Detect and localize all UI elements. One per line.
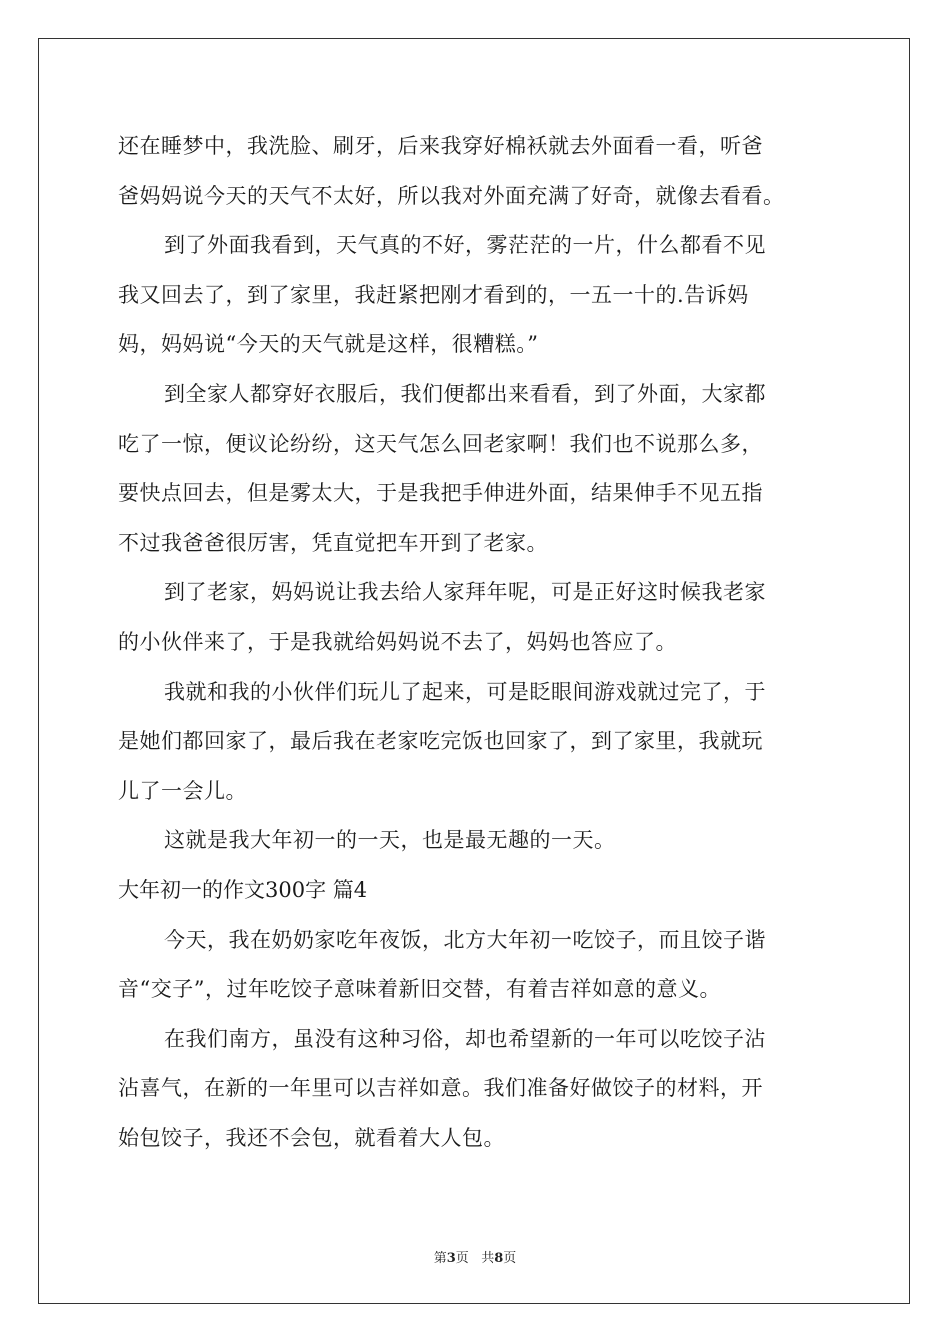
- text-line: 不过我爸爸很厉害，凭直觉把车开到了老家。: [118, 530, 548, 555]
- text-line: 是她们都回家了，最后我在老家吃完饭也回家了，到了家里，我就玩: [118, 729, 763, 754]
- text-line: 爸妈妈说今天的天气不太好，所以我对外面充满了好奇，就像去看看。: [118, 183, 785, 208]
- paragraph-start-line: 我就和我的小伙伴们玩儿了起来，可是眨眼间游戏就过完了，于: [164, 679, 766, 704]
- footer-total-pages: 8: [494, 1251, 504, 1266]
- section-heading: 大年初一的作文300字 篇4: [118, 877, 368, 902]
- text-line: 沾喜气，在新的一年里可以吉祥如意。我们准备好做饺子的材料，开: [118, 1076, 763, 1101]
- paragraph-start-line: 在我们南方，虽没有这种习俗，却也希望新的一年可以吃饺子沾: [164, 1026, 766, 1051]
- footer-total-suffix: 页: [503, 1251, 517, 1266]
- text-line: 我又回去了，到了家里，我赶紧把刚才看到的，一五一十的.告诉妈: [118, 282, 749, 307]
- text-line: 始包饺子，我还不会包，就看着大人包。: [118, 1125, 505, 1150]
- paragraph-start-line: 到全家人都穿好衣服后，我们便都出来看看，到了外面，大家都: [164, 381, 766, 406]
- text-line: 吃了一惊，便议论纷纷，这天气怎么回老家啊！我们也不说那么多，: [118, 431, 763, 456]
- paragraph-start-line: 到了外面我看到，天气真的不好，雾茫茫的一片，什么都看不见: [164, 233, 766, 258]
- paragraph-start-line: 到了老家，妈妈说让我去给人家拜年呢，可是正好这时候我老家: [164, 580, 766, 605]
- text-line: 还在睡梦中，我洗脸、刷牙，后来我穿好棉袄就去外面看一看，听爸: [118, 134, 763, 158]
- footer-page-prefix: 第: [433, 1251, 447, 1266]
- footer-total-prefix: 共: [481, 1251, 495, 1266]
- paragraph-start-line: 这就是我大年初一的一天，也是最无趣的一天。: [164, 828, 616, 853]
- text-line: 的小伙伴来了，于是我就给妈妈说不去了，妈妈也答应了。: [118, 629, 677, 654]
- text-line: 要快点回去，但是雾太大，于是我把手伸进外面，结果伸手不见五指: [118, 481, 763, 506]
- text-line: 音“交子”，过年吃饺子意味着新旧交替，有着吉祥如意的意义。: [118, 977, 721, 1002]
- page-footer: [0, 1247, 950, 1266]
- paragraph-start-line: 今天，我在奶奶家吃年夜饭，北方大年初一吃饺子，而且饺子谐: [164, 927, 766, 952]
- footer-page-number: 3: [446, 1251, 456, 1266]
- document-body: [118, 122, 838, 1163]
- text-line: 妈，妈妈说“今天的天气就是这样，很糟糕。”: [118, 332, 539, 357]
- footer-page-suffix: 页: [455, 1251, 469, 1266]
- text-line: 儿了一会儿。: [118, 778, 247, 803]
